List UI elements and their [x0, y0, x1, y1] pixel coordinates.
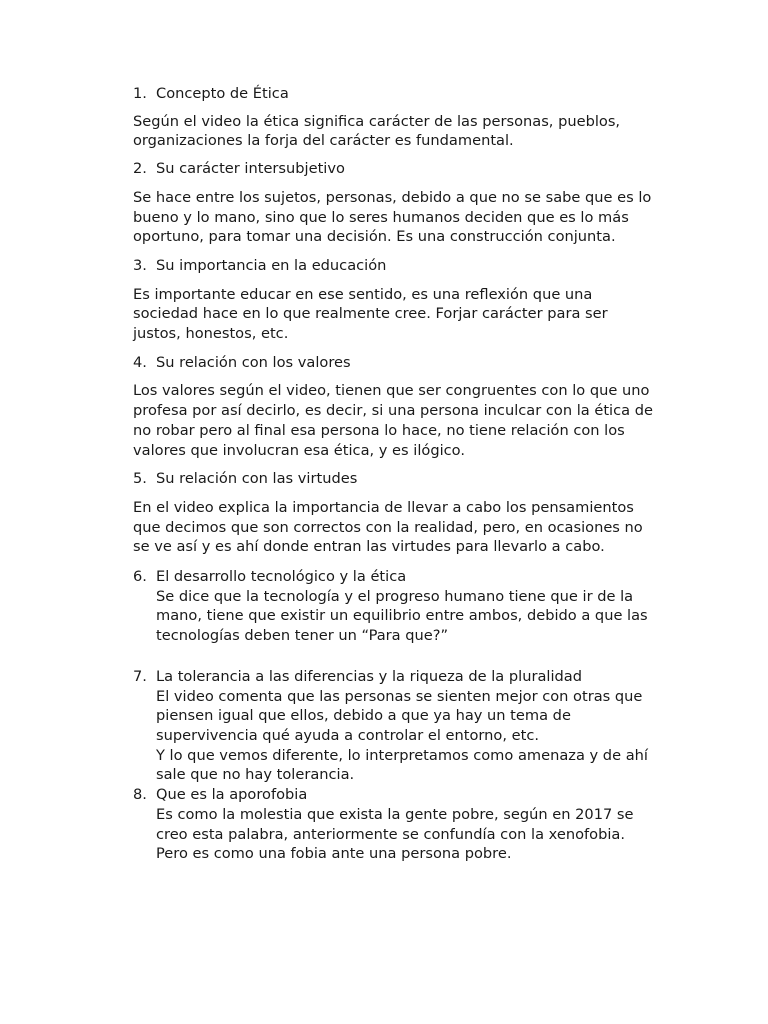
section-8-heading: [133, 785, 653, 805]
section-2-number: 2.: [133, 160, 147, 178]
section-8-body: Es como la molestia que exista la gente pobre, según en 2017 se creo esta palabra, anteriormente se confundía con la xenofobia.: [156, 805, 634, 843]
section-5-heading: [133, 469, 653, 489]
section-4-body: Los valores según el video, tienen que ser congruentes con lo que uno profesa por así decirlo, es decir, si una persona inculcar con la ética de no robar pero al final esa persona lo hace, no tiene relación con los valores que involucran esa ética, y es ilógico.: [133, 382, 653, 459]
section-1-heading: [133, 84, 653, 104]
section-8-body-continued: Pero es como una fobia ante una persona pobre.: [156, 845, 512, 863]
document-page: [133, 84, 653, 864]
section-2-title: Su carácter intersubjetivo: [156, 160, 345, 178]
section-8-number: 8.: [133, 786, 147, 804]
section-5-title: Su relación con las virtudes: [156, 470, 358, 488]
section-6-body: Se dice que la tecnología y el progreso humano tiene que ir de la mano, tiene que existir un equilibrio entre ambos, debido a que las tecnologías deben tener un “Para que?”: [156, 587, 648, 645]
section-6-number: 6.: [133, 568, 147, 586]
section-1-title: Concepto de Ética: [156, 85, 289, 102]
section-3-body: Es importante educar en ese sentido, es una reflexión que una sociedad hace en lo que realmente cree. Forjar carácter para ser justos, honestos, etc.: [133, 285, 608, 343]
section-8-title: Que es la aporofobia: [156, 786, 308, 804]
section-6-heading: [133, 567, 653, 587]
section-5-number: 5.: [133, 470, 147, 488]
section-7-body: El video comenta que las personas se sienten mejor con otras que piensen igual que ellos, debido a que ya hay un tema de supervivencia qué ayuda a controlar el entorno, etc.: [156, 687, 643, 744]
section-1-body: Según el video la ética significa carácter de las personas, pueblos, organizaciones la forja del carácter es fundamental.: [133, 112, 621, 150]
section-5-body: En el video explica la importancia de llevar a cabo los pensamientos que decimos que son correctos con la realidad, pero, en ocasiones no se ve así y es ahí donde entran las virtudes para llevarlo a cabo.: [133, 498, 643, 556]
section-3-heading: [133, 256, 653, 276]
section-4-title: Su relación con los valores: [156, 353, 351, 371]
section-6-title: El desarrollo tecnológico y la ética: [156, 568, 407, 586]
section-2-body: Se hace entre los sujetos, personas, debido a que no se sabe que es lo bueno y lo mano, sino que lo seres humanos deciden que es lo más oportuno, para tomar una decisión. Es una construcción conjunta.: [133, 188, 652, 246]
section-7-title: La tolerancia a las diferencias y la riqueza de la pluralidad: [156, 667, 582, 685]
section-7-number: 7.: [133, 667, 147, 685]
section-7-heading: [133, 667, 653, 687]
section-3-number: 3.: [133, 256, 147, 274]
section-4-number: 4.: [133, 353, 147, 371]
section-2-heading: [133, 159, 653, 179]
section-3-title: Su importancia en la educación: [156, 256, 387, 274]
section-4-heading: [133, 353, 653, 373]
section-7-body-continued: Y lo que vemos diferente, lo interpretamos como amenaza y de ahí sale que no hay tolerancia.: [156, 746, 648, 784]
section-1-number: 1.: [133, 85, 147, 102]
